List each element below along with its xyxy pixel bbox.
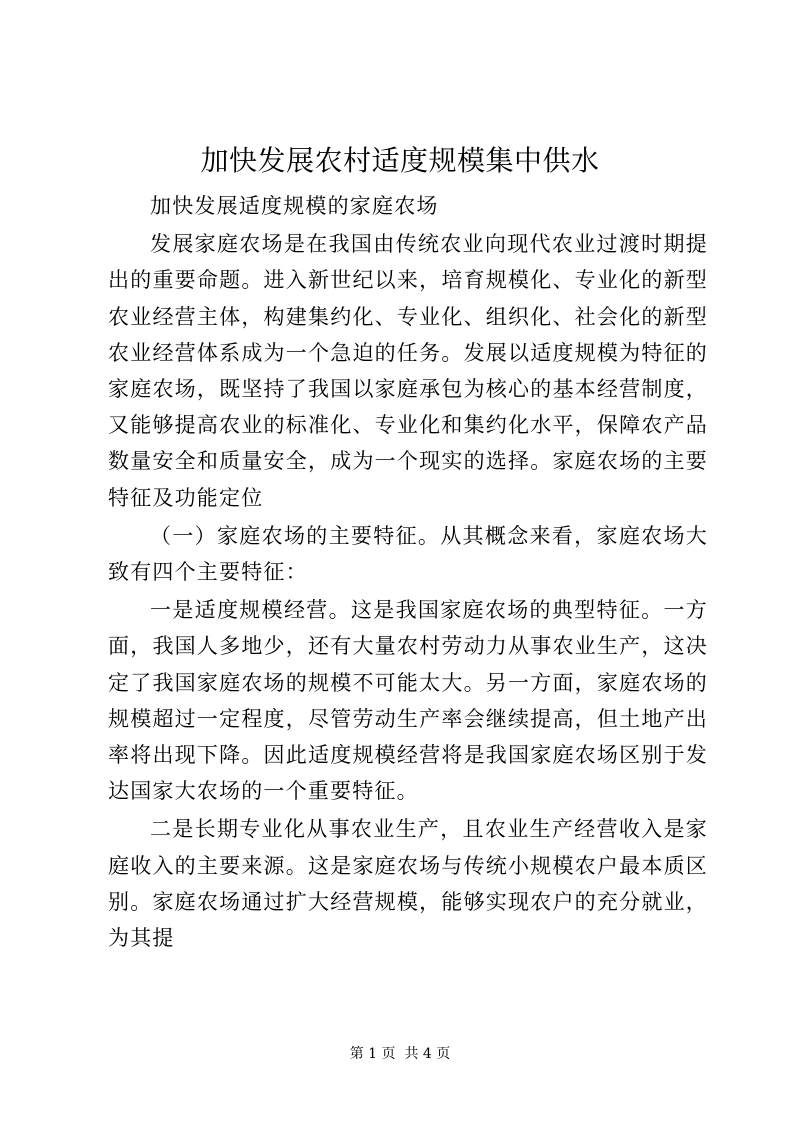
document-title: 加快发展农村适度规模集中供水 (200, 144, 600, 177)
body-paragraph-feature-two: 二是长期专业化从事农业生产，且农业生产经营收入是家庭收入的主要来源。这是家庭农场与传统小规模农户最本质区别。家庭农场通过扩大经营规模，能够实现农户的充分就业，为其提 (108, 817, 708, 951)
body-paragraph-intro: 发展家庭农场是在我国由传统农业向现代农业过渡时期提出的重要命题。进入新世纪以来，培育规模化、专业化的新型农业经营主体，构建集约化、专业化、组织化、社会化的新型农业经营体系成为一个急迫的任务。发展以适度规模为特征的家庭农场，既坚持了我国以家庭承包为核心的基本经营制度，又能够提高农业的标准化、专业化和集约化水平，保障农产品数量安全和质量安全，成为一个现实的选择。家庭农场的主要特征及功能定位 (108, 232, 708, 510)
page-number-label: 第 1 页 共 4 页 (349, 1046, 451, 1062)
body-paragraph-feature-one: 一是适度规模经营。这是我国家庭农场的典型特征。一方面，我国人多地少，还有大量农村劳动力从事农业生产，这决定了我国家庭农场的规模不可能太大。另一方面，家庭农场的规模超过一定程度，尽管劳动生产率会继续提高，但土地产出率将出现下降。因此适度规模经营将是我国家庭农场区别于发达国家大农场的一个重要特征。 (108, 598, 708, 804)
page-footer (0, 1044, 800, 1064)
body-paragraph-subtitle: 加快发展适度规模的家庭农场 (150, 194, 439, 218)
body-paragraph-section-heading: （一）家庭农场的主要特征。从其概念来看，家庭农场大致有四个主要特征： (108, 523, 708, 585)
document-body (108, 188, 708, 956)
